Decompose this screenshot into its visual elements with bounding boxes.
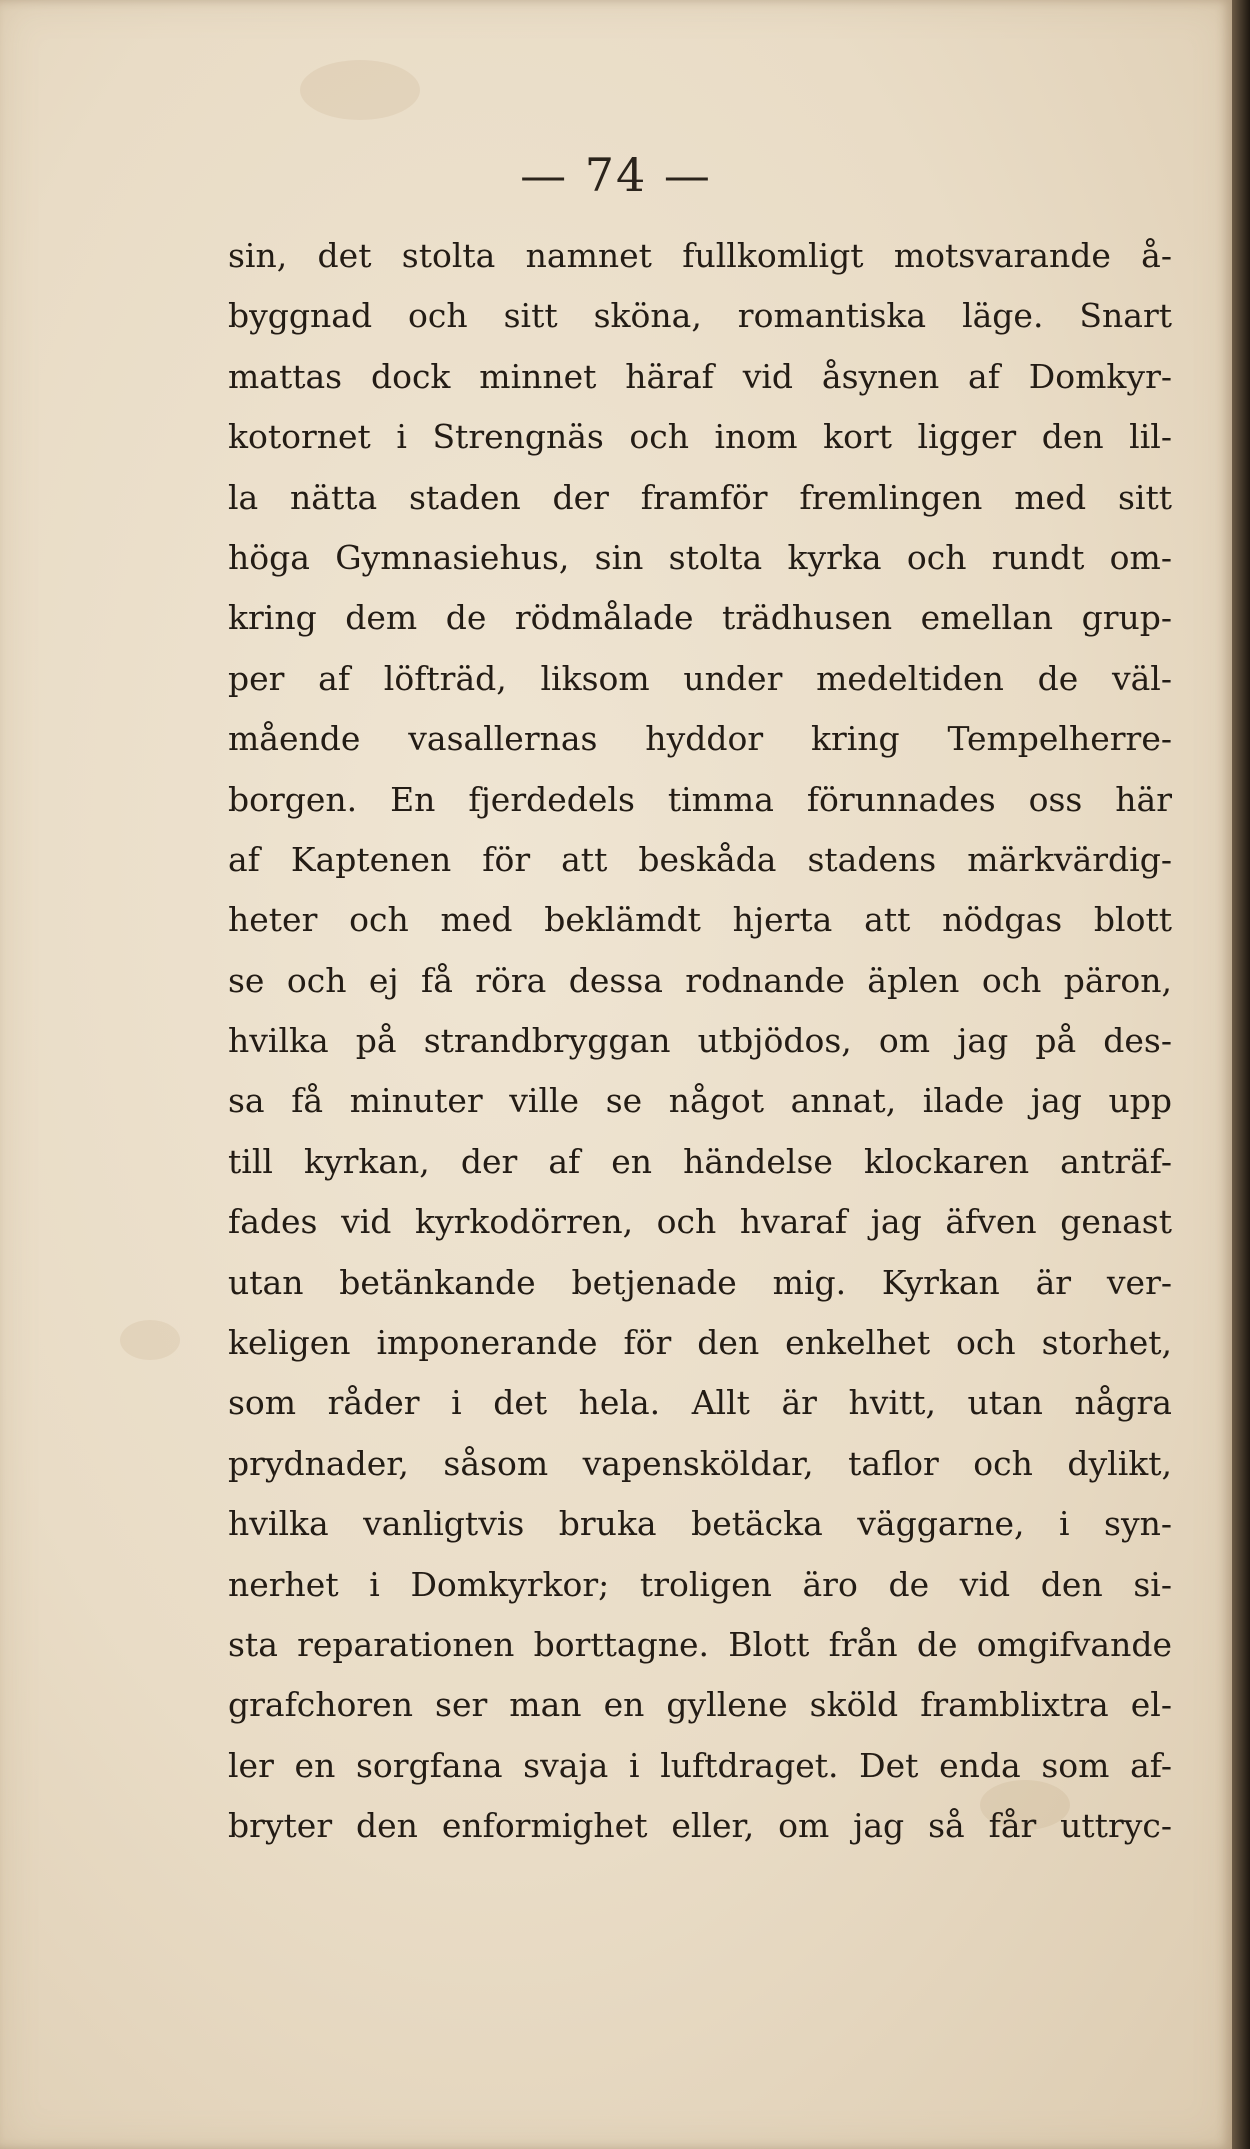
text-line: sa få minuter ville se något annat, ilade jag upp xyxy=(228,1081,1172,1121)
text-line: bryter den enformighet eller, om jag så får uttryc- xyxy=(228,1806,1172,1846)
text-line: utan betänkande betjenade mig. Kyrkan är ver- xyxy=(228,1262,1172,1302)
text-line: se och ej få röra dessa rodnande äplen och päron, xyxy=(228,960,1172,1000)
body-text xyxy=(228,226,1172,1857)
text-line: byggnad och sitt sköna, romantiska läge. Snart xyxy=(228,296,1172,336)
text-line: mående vasallernas hyddor kring Tempelherre- xyxy=(228,719,1172,759)
text-line: per af löfträd, liksom under medeltiden de väl- xyxy=(228,658,1172,698)
foxing-spot xyxy=(120,1320,180,1360)
text-line: prydnader, såsom vapensköldar, taflor och dylikt, xyxy=(228,1443,1172,1483)
text-line: heter och med beklämdt hjerta att nödgas blott xyxy=(228,900,1172,940)
text-line: höga Gymnasiehus, sin stolta kyrka och rundt om- xyxy=(228,537,1172,577)
text-line: grafchoren ser man en gyllene sköld framblixtra el- xyxy=(228,1685,1172,1725)
text-line: till kyrkan, der af en händelse klockaren anträf- xyxy=(228,1141,1172,1181)
text-line: hvilka vanligtvis bruka betäcka väggarne, i syn- xyxy=(228,1504,1172,1544)
book-spine-edge xyxy=(1232,0,1250,2149)
text-line: kotornet i Strengnäs och inom kort ligger den lil- xyxy=(228,417,1172,457)
foxing-spot xyxy=(300,60,420,120)
text-line: sta reparationen borttagne. Blott från de omgifvande xyxy=(228,1624,1172,1664)
text-line: kring dem de rödmålade trädhusen emellan grup- xyxy=(228,598,1172,638)
page-number: — 74 — xyxy=(520,148,712,202)
text-line: borgen. En fjerdedels timma förunnades oss här xyxy=(228,779,1172,819)
text-line: hvilka på strandbryggan utbjödos, om jag på des- xyxy=(228,1021,1172,1061)
text-line: keligen imponerande för den enkelhet och storhet, xyxy=(228,1323,1172,1363)
text-line: mattas dock minnet häraf vid åsynen af Domkyr- xyxy=(228,356,1172,396)
text-line: ler en sorgfana svaja i luftdraget. Det enda som af- xyxy=(228,1745,1172,1785)
text-line: sin, det stolta namnet fullkomligt motsvarande å- xyxy=(228,236,1172,275)
text-line: af Kaptenen för att beskåda stadens märkvärdig- xyxy=(228,839,1172,879)
text-line: la nätta staden der framför fremlingen med sitt xyxy=(228,477,1172,517)
text-line: som råder i det hela. Allt är hvitt, utan några xyxy=(228,1383,1172,1423)
text-line: fades vid kyrkodörren, och hvaraf jag äfven genast xyxy=(228,1202,1172,1242)
text-line: nerhet i Domkyrkor; troligen äro de vid den si- xyxy=(228,1564,1172,1604)
